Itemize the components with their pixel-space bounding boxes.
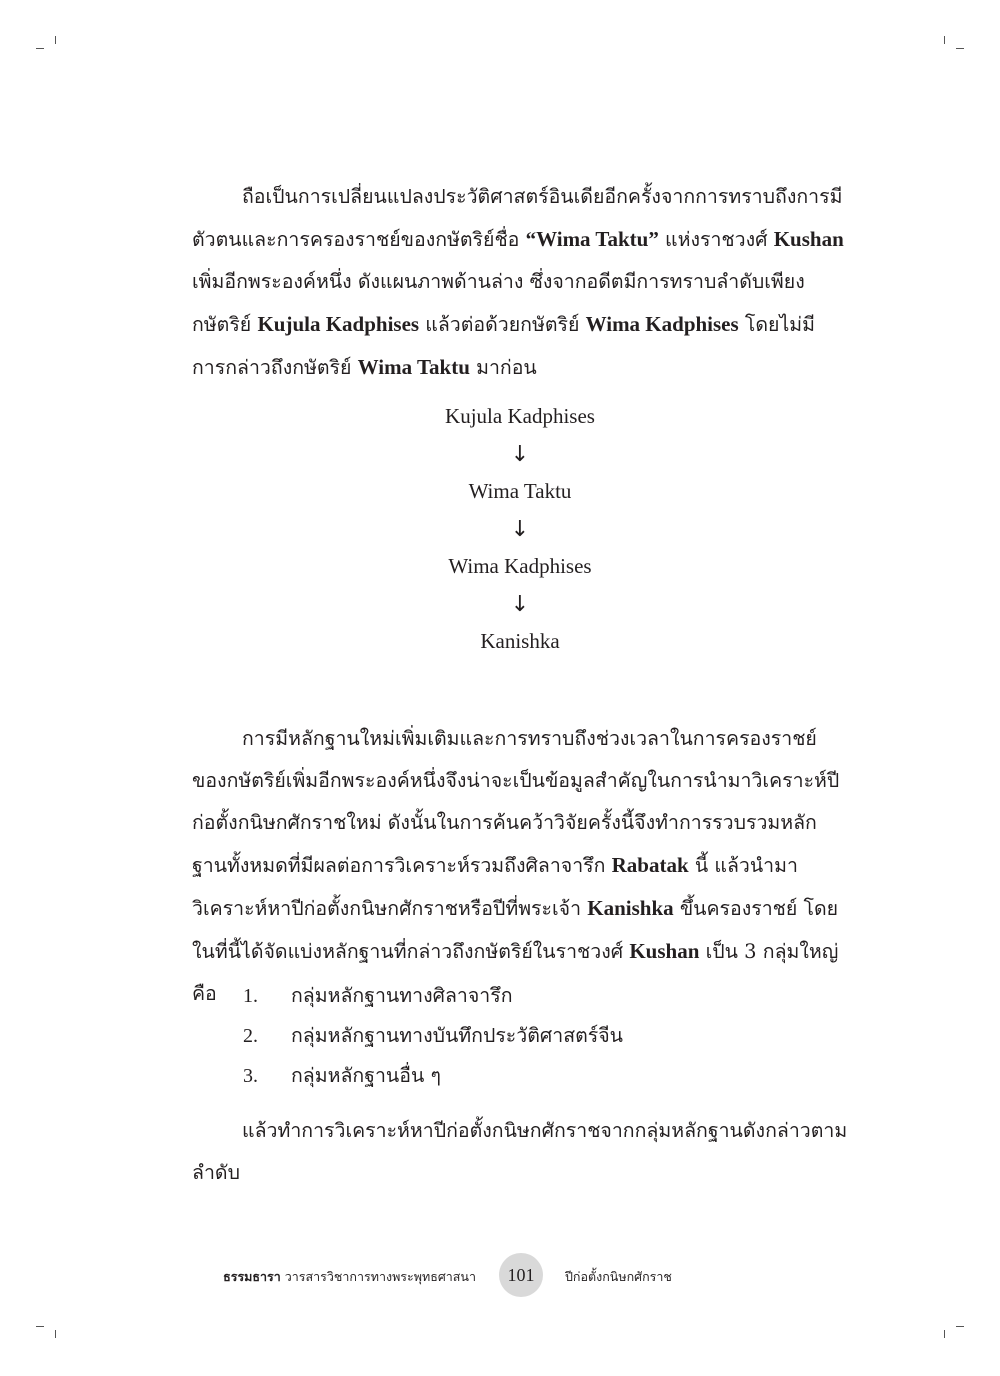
down-arrow-icon: ↓ [510, 516, 530, 542]
king-name: Wima Kadphises [585, 312, 739, 336]
crop-mark [36, 1326, 44, 1327]
king-kujula-kadphises: Kujula Kadphises [445, 404, 595, 428]
crop-mark [36, 48, 44, 49]
list-item [243, 976, 843, 1016]
paragraph-2 [192, 718, 848, 1015]
list-number: 1. [243, 985, 258, 1007]
list-item [243, 1056, 843, 1096]
crop-mark [944, 36, 945, 44]
list-text: กลุ่มหลักฐานอื่น ๆ [291, 1064, 441, 1087]
dynasty-name: Kushan [629, 939, 700, 963]
article-title: ปีก่อตั้งกนิษกศักราช [565, 1269, 672, 1284]
text-run: ขึ้นครองราชย์ โดยในที่นี้ได้จัดแบ่งหลักฐานที่กล่าวถึงกษัตริย์ในราชวงศ์ [192, 897, 839, 963]
text-run: การมีหลักฐานใหม่เพิ่มเติมและการทราบถึงช่วงเวลาในการครองราชย์ของกษัตริย์เพิ่มอีกพระองค์หนึ่งจึงน่าจะเป็นข้อมูลสำคัญในการนำมาวิเคราะห์ปีก่อตั้งกนิษกศักราชใหม่ ดังนั้นในการค้นคว้าวิจัยครั้งนี้จึงทำการรวบรวมหลักฐานทั้งหมดที่มีผลต่อการวิเคราะห์รวมถึงศิลาจารึก [192, 727, 840, 877]
king-wima-kadphises: Wima Kadphises [448, 554, 592, 578]
crop-mark [55, 1330, 56, 1338]
journal-title-bold: ธรรมธารา [223, 1269, 281, 1284]
crop-mark [956, 1326, 964, 1327]
journal-name [223, 1267, 476, 1287]
evidence-group-list [243, 976, 843, 1096]
text-run: นี้ แล้วนำมาวิเคราะห์หาปีก่อตั้งกนิษกศักราชหรือปีที่พระเจ้า [192, 854, 798, 920]
crop-mark [944, 1330, 945, 1338]
king-wima-taktu: Wima Taktu [468, 479, 572, 503]
text-run: แล้วต่อด้วยกษัตริย์ [419, 313, 586, 336]
list-text: กลุ่มหลักฐานทางศิลาจารึก [291, 984, 513, 1007]
down-arrow-icon: ↓ [510, 591, 530, 617]
dynasty-name: Kushan [773, 227, 844, 251]
inscription-name: Rabatak [611, 853, 689, 877]
list-text: กลุ่มหลักฐานทางบันทึกประวัติศาสตร์จีน [291, 1024, 624, 1047]
text-run: แล้วทำการวิเคราะห์หาปีก่อตั้งกนิษกศักราชจากกลุ่มหลักฐานดังกล่าวตามลำดับ [192, 1119, 848, 1184]
king-kanishka: Kanishka [480, 629, 560, 653]
king-name: Kanishka [587, 896, 674, 920]
text-run: ถือเป็นการเปลี่ยนแปลงประวัติศาสตร์อินเดียอีกครั้งจากการทราบถึงการมีตัวตนและการครองราชย์ของกษัตริย์ชื่อ [192, 185, 843, 251]
text-run: แห่งราชวงศ์ [658, 228, 774, 251]
page-number: 101 [499, 1253, 543, 1297]
paragraph-1 [192, 176, 848, 389]
text-run: เป็น 3 กลุ่มใหญ่คือ [192, 940, 839, 1005]
king-name: Kujula Kadphises [257, 312, 420, 336]
text-run: มาก่อน [469, 356, 537, 379]
journal-subtitle: วารสารวิชาการทางพระพุทธศาสนา [280, 1269, 476, 1284]
list-item [243, 1016, 843, 1056]
king-name: “Wima Taktu” [525, 227, 659, 251]
text-run: เพิ่มอีกพระองค์หนึ่ง ดังแผนภาพด้านล่าง ซึ่งจากอดีตมีการทราบลำดับเพียงกษัตริย์ [192, 270, 805, 336]
text-run: โดยไม่มีการกล่าวถึงกษัตริย์ [192, 313, 815, 379]
crop-mark [55, 36, 56, 44]
king-name: Wima Taktu [357, 355, 470, 379]
page-footer [0, 1253, 1000, 1297]
down-arrow-icon: ↓ [510, 441, 530, 467]
succession-diagram [192, 398, 848, 661]
paragraph-3 [192, 1110, 848, 1194]
list-number: 2. [243, 1025, 258, 1047]
list-number: 3. [243, 1065, 258, 1087]
crop-mark [956, 48, 964, 49]
